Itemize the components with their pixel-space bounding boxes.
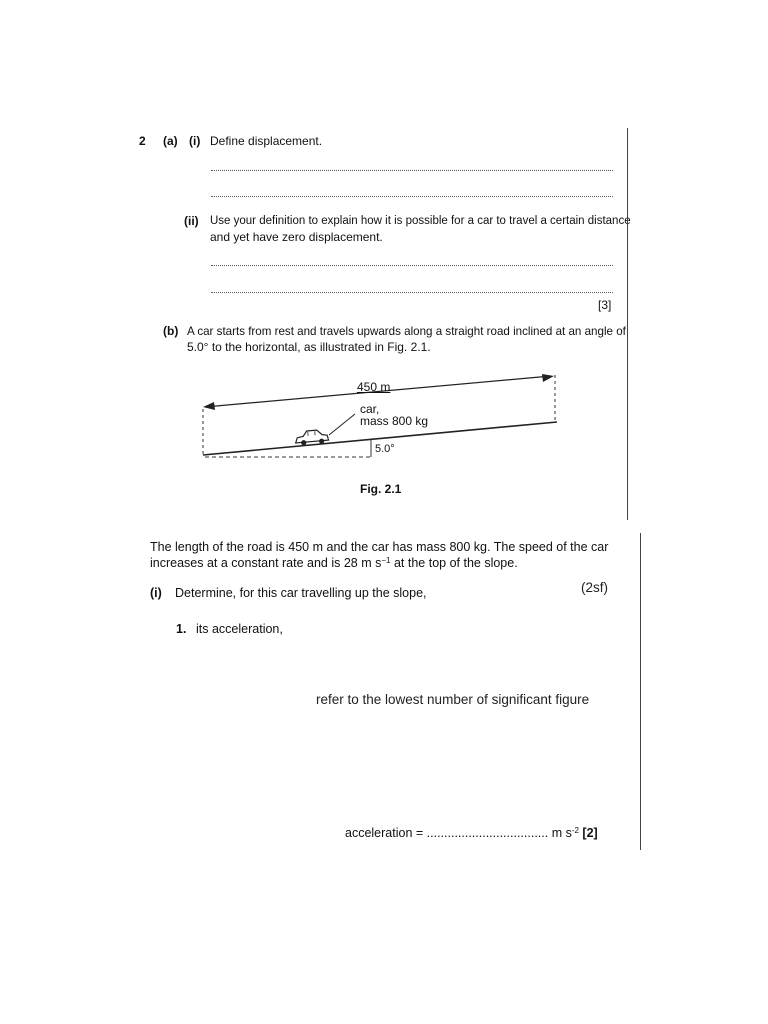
sub-i-text: Define displacement. bbox=[210, 134, 323, 148]
item1-text: its acceleration, bbox=[196, 622, 283, 636]
acceleration-answer-line: acceleration = ................................... m $s^{-2}$ [2] bbox=[345, 826, 598, 840]
car-label-line2: mass 800 kg bbox=[360, 414, 429, 428]
length-label: 450 m bbox=[357, 380, 391, 394]
angle-label: 5.0° bbox=[375, 443, 395, 455]
car-leader-line bbox=[329, 414, 355, 435]
page-margin-line bbox=[640, 533, 641, 850]
part-a-marks: [3] bbox=[598, 298, 612, 312]
sub-ii-text-line2: and yet have zero displacement. bbox=[210, 230, 383, 244]
question-number: 2 bbox=[139, 134, 146, 148]
sub-i-label: (i) bbox=[189, 134, 201, 148]
answer-line bbox=[211, 265, 613, 266]
answer-line bbox=[211, 196, 613, 197]
sig-figs-hint: (2sf) bbox=[581, 580, 608, 595]
sub-ii-label: (ii) bbox=[184, 214, 199, 228]
part-b-label: (b) bbox=[163, 324, 179, 338]
part-b-text-line1: A car starts from rest and travels upwards along a straight road inclined at an angle of bbox=[187, 325, 626, 338]
car-label-line1: car, bbox=[360, 402, 380, 416]
part-a-label: (a) bbox=[163, 134, 178, 148]
sig-figs-note: refer to the lowest number of significant figure bbox=[316, 692, 590, 707]
arrowhead-left bbox=[203, 402, 215, 410]
sub-ii-text-line1: Use your definition to explain how it is possible for a car to travel a certain distance bbox=[210, 215, 631, 227]
continuation-para-line1: The length of the road is 450 m and the car has mass 800 kg. The speed of the car bbox=[150, 540, 609, 554]
part-b-text-line2: 5.0° to the horizontal, as illustrated in Fig. 2.1. bbox=[187, 340, 431, 354]
answer-line bbox=[211, 292, 613, 293]
sub-i-text-lower: Determine, for this car travelling up the slope, bbox=[175, 586, 427, 600]
continuation-para-line2: increases at a constant rate and is 28 m $s^{-1}$ at the top of the slope. bbox=[150, 556, 518, 570]
answer-line bbox=[211, 170, 613, 171]
page-margin-line bbox=[627, 128, 628, 520]
figure-caption: Fig. 2.1 bbox=[360, 482, 402, 496]
sub-i-label-lower: (i) bbox=[150, 586, 162, 600]
arrowhead-right bbox=[542, 374, 554, 382]
item1-label: 1. bbox=[176, 622, 187, 636]
